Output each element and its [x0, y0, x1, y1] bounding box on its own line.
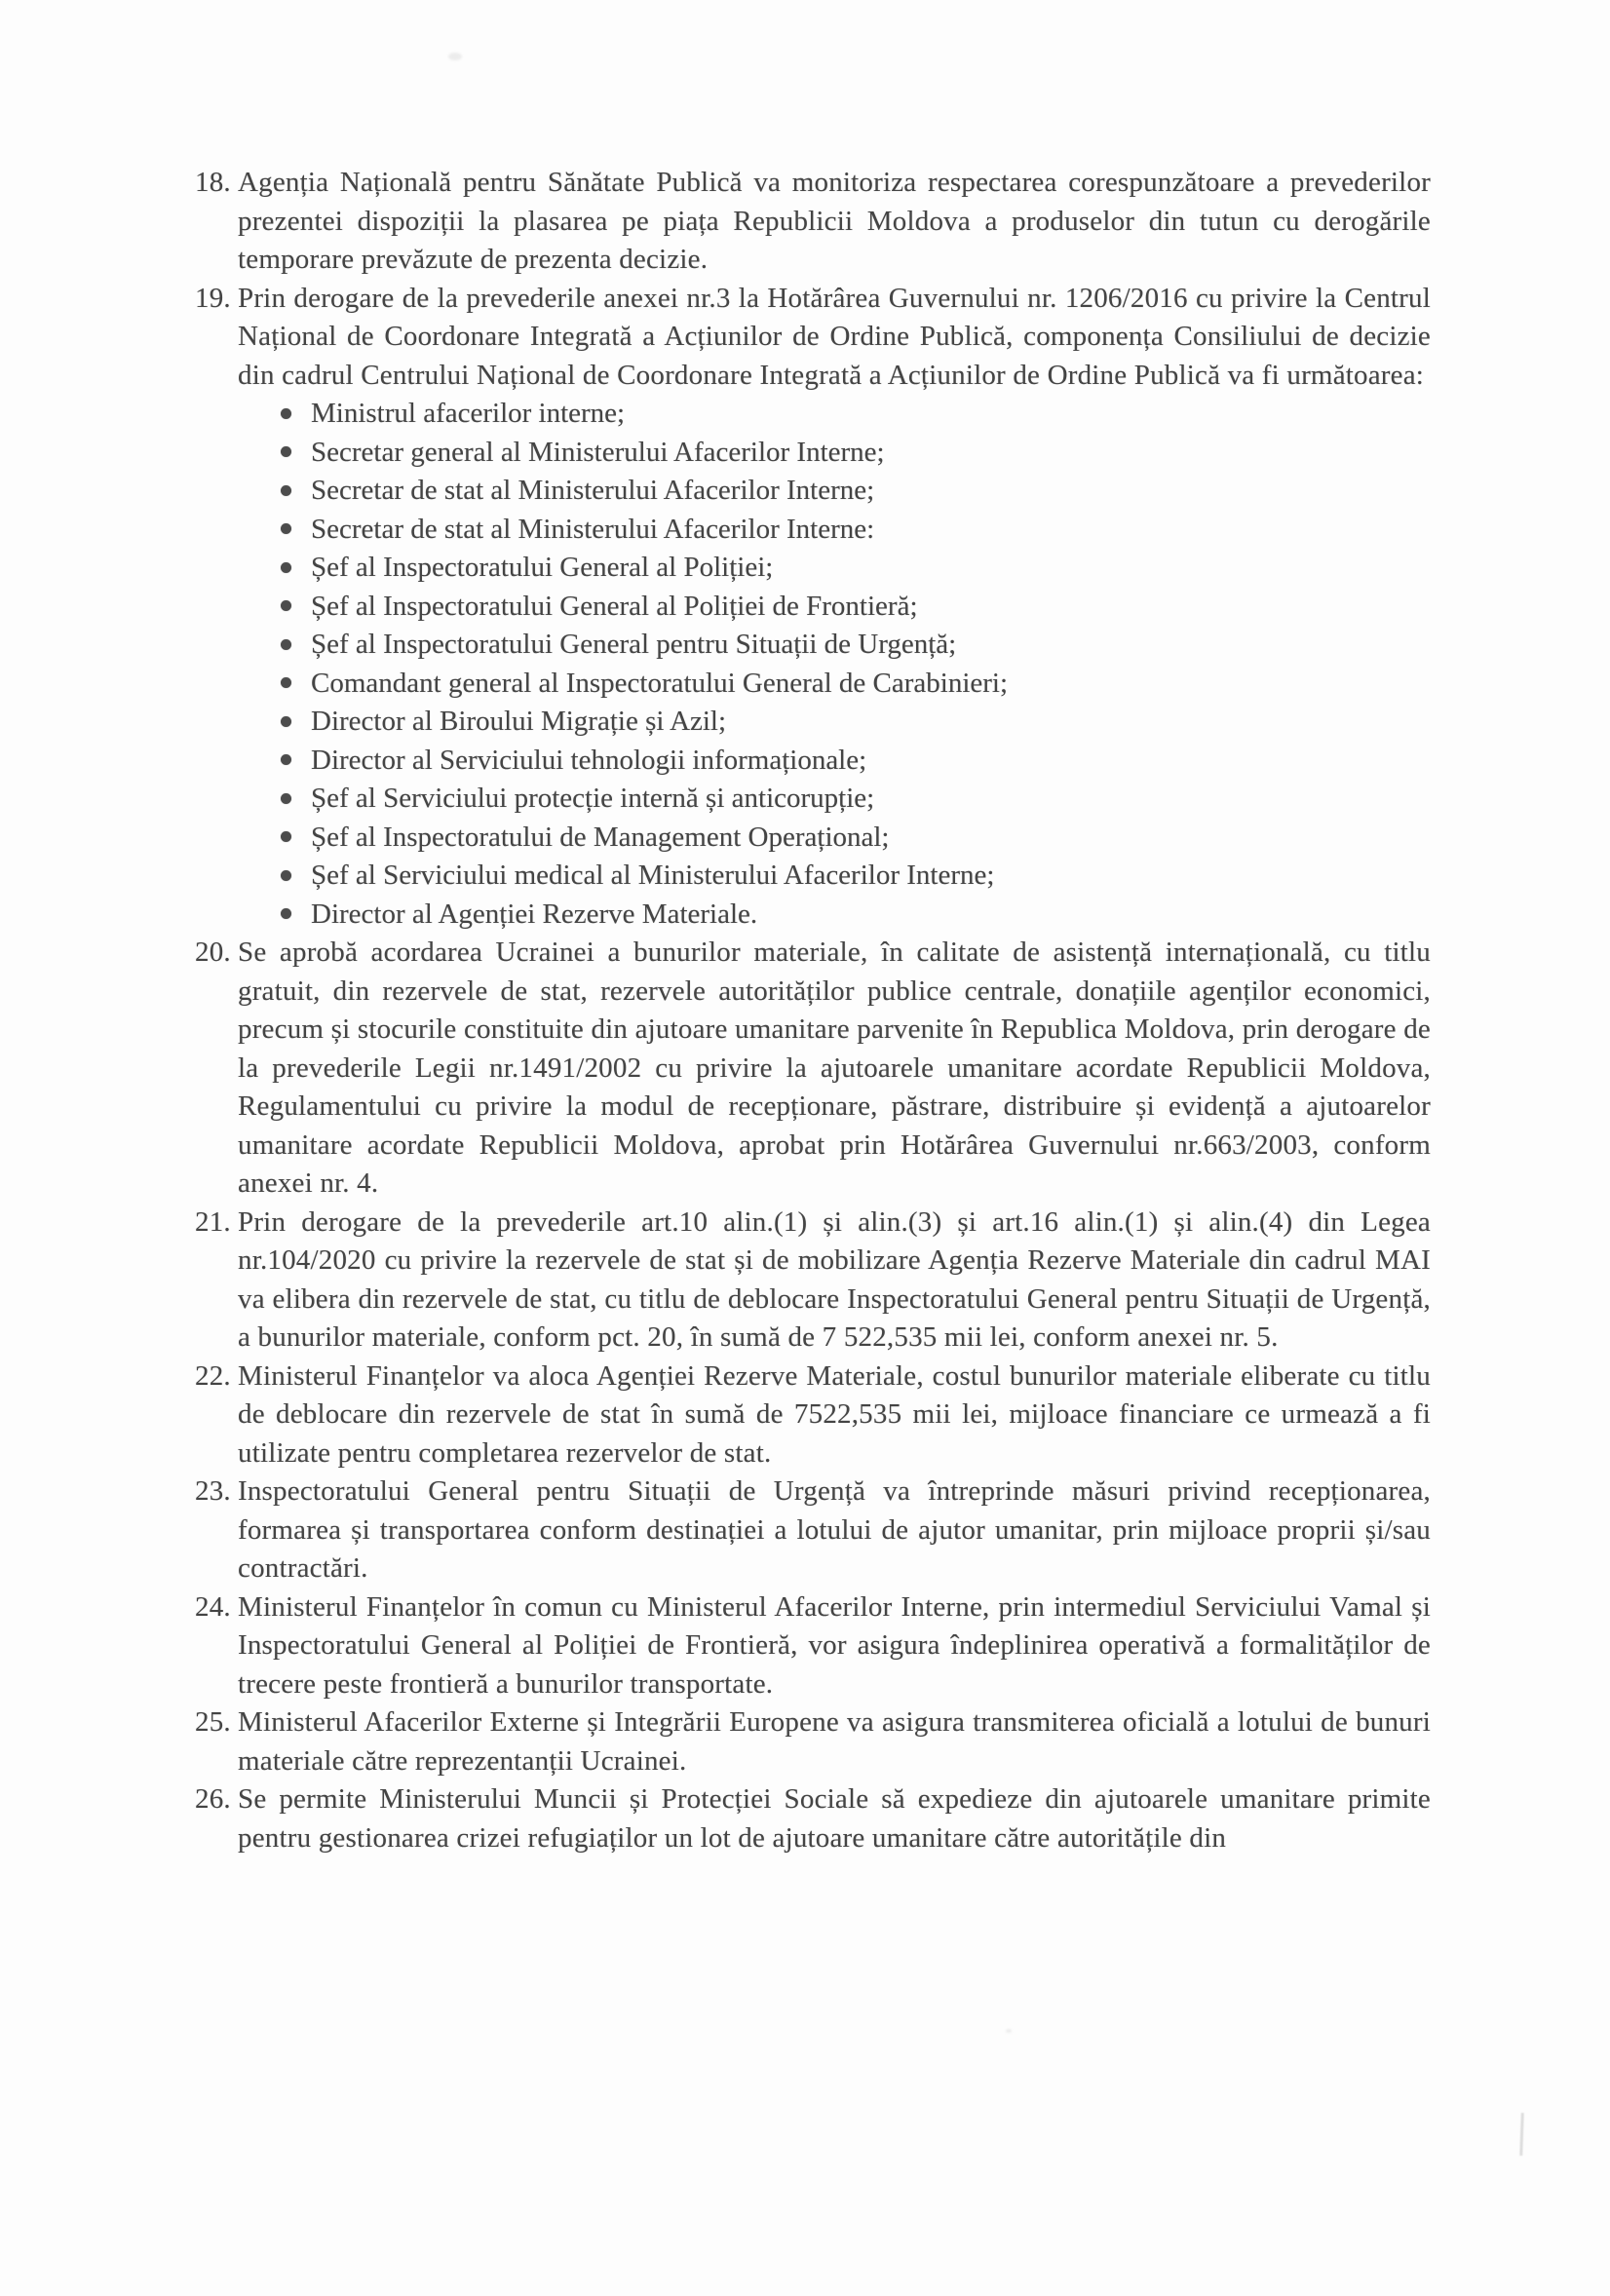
bullet-icon — [281, 446, 291, 457]
bullet-text: Șef al Inspectoratului General al Poliției; — [311, 552, 774, 583]
bullet-icon — [281, 523, 291, 534]
bullet-icon — [281, 831, 291, 842]
item-number: 21. — [195, 1205, 231, 1238]
list-item — [281, 626, 1431, 665]
item-number: 19. — [195, 282, 231, 314]
item-text: Se permite Ministerului Muncii și Protecției Sociale să expedieze din ajutoarele umanitare primite pentru gestionarea crizei refugiaților un lot de ajutoare umanitare către autoritățile din — [238, 1783, 1431, 1854]
item-number: 26. — [195, 1783, 231, 1815]
list-item-23 — [195, 1473, 1431, 1588]
document-body — [195, 164, 1431, 1857]
item-text: Ministerul Finanțelor va aloca Agenției Rezerve Materiale, costul bunurilor materiale eliberate cu titlu de deblocare din rezervele de stat în sumă de 7522,535 mii lei, mijloace financiare ce urmează a fi utilizate pentru completarea rezervelor de stat. — [238, 1359, 1431, 1469]
bullet-text: Șef al Inspectoratului General pentru Situații de Urgență; — [311, 629, 957, 660]
list-item-22 — [195, 1358, 1431, 1473]
item-text: Prin derogare de la prevederile art.10 alin.(1) și alin.(3) și art.16 alin.(1) și alin.(4) din Legea nr.104/2020 cu privire la rezervele de stat și de mobilizare Agenția Rezerve Materiale din cadrul MAI va elibera din rezervele de stat, cu titlu de deblocare Inspectoratului General pentru Situații de Urgență, a bunurilor materiale, conform pct. 20, în sumă de 7 522,535 mii lei, conform anexei nr. 5. — [238, 1205, 1431, 1353]
list-item-18 — [195, 164, 1431, 280]
item-text: Prin derogare de la prevederile anexei nr.3 la Hotărârea Guvernului nr. 1206/2016 cu privire la Centrul Național de Coordonare Integrată a Acțiunilor de Ordine Publică, componența Consiliului de decizie din cadrul Centrului Național de Coordonare Integrată a Acțiunilor de Ordine Publică va fi următoarea: — [238, 282, 1431, 391]
item-number: 24. — [195, 1590, 231, 1623]
list-item — [281, 511, 1431, 550]
bullet-icon — [281, 716, 291, 727]
bullet-text: Secretar de stat al Ministerului Afacerilor Interne; — [311, 475, 875, 506]
bullet-icon — [281, 793, 291, 804]
bullet-icon — [281, 485, 291, 496]
list-item-19 — [195, 280, 1431, 396]
item-number: 20. — [195, 937, 231, 968]
item-number: 22. — [195, 1359, 231, 1392]
item-text: Agenția Națională pentru Sănătate Publică va monitoriza respectarea corespunzătoare a prevederilor prezentei dispoziții la plasarea pe piața Republicii Moldova a produselor din tutun cu derogările temporare prevăzute de prezenta decizie. — [238, 167, 1431, 275]
bullet-icon — [281, 408, 291, 419]
bullet-text: Șef al Serviciului medical al Ministerului Afacerilor Interne; — [311, 860, 995, 891]
list-item — [281, 549, 1431, 588]
list-item — [281, 472, 1431, 511]
bullet-text: Secretar general al Ministerului Afacerilor Interne; — [311, 436, 885, 468]
list-item — [281, 742, 1431, 781]
list-item — [281, 588, 1431, 627]
list-item — [281, 434, 1431, 473]
bullet-text: Director al Biroului Migrație și Azil; — [311, 706, 727, 737]
bullet-text: Șef al Inspectoratului General al Poliției de Frontieră; — [311, 590, 918, 622]
item-text: Inspectoratului General pentru Situații de Urgență va întreprinde măsuri privind recepționarea, formarea și transportarea conform destinației a lotului de ajutor umanitar, prin mijloace proprii și/sau contractări. — [238, 1475, 1431, 1584]
list-item-21 — [195, 1204, 1431, 1358]
bullet-list — [281, 395, 1431, 934]
bullet-icon — [281, 870, 291, 881]
list-item — [281, 857, 1431, 896]
bullet-icon — [281, 677, 291, 688]
item-number: 25. — [195, 1706, 231, 1738]
bullet-text: Ministrul afacerilor interne; — [311, 398, 626, 429]
bullet-icon — [281, 754, 291, 765]
bullet-icon — [281, 639, 291, 650]
bullet-text: Comandant general al Inspectoratului General de Carabinieri; — [311, 667, 1009, 699]
bullet-text: Director al Serviciului tehnologii informaționale; — [311, 744, 867, 776]
item-text: Se aprobă acordarea Ucrainei a bunurilor materiale, în calitate de asistență internațională, cu titlu gratuit, din rezervele de stat, rezervele autorităților publice centrale, donațiile agenților economici, precum și stocurile constituite din ajutoare umanitare parvenite în Republica Moldova, prin derogare de la prevederile Legii nr.1491/2002 cu privire la ajutoarele umanitare acordate Republicii Moldova, Regulamentului cu privire la modul de recepționare, păstrare, distribuire și evidență a ajutoarelor umanitare acordate Republicii Moldova, aprobat prin Hotărârea Guvernului nr.663/2003, conform anexei nr. 4. — [238, 937, 1431, 1199]
bullet-icon — [281, 908, 291, 919]
bullet-text: Director al Agenției Rezerve Materiale. — [311, 898, 758, 930]
list-item — [281, 665, 1431, 704]
list-item-26 — [195, 1780, 1431, 1857]
list-item — [281, 780, 1431, 819]
list-item — [281, 703, 1431, 742]
scan-smudge-artifact — [448, 53, 462, 60]
bullet-text: Secretar de stat al Ministerului Afacerilor Interne: — [311, 513, 875, 545]
list-item-25 — [195, 1703, 1431, 1780]
bullet-text: Șef al Inspectoratului de Management Operațional; — [311, 821, 890, 853]
item-text: Ministerul Afacerilor Externe și Integrării Europene va asigura transmiterea oficială a lotului de bunuri materiale către reprezentanții Ucrainei. — [238, 1706, 1431, 1777]
bullet-text: Șef al Serviciului protecție internă și anticorupție; — [311, 783, 875, 814]
list-item — [281, 896, 1431, 935]
item-number: 23. — [195, 1475, 231, 1507]
bullet-icon — [281, 562, 291, 573]
item-number: 18. — [195, 167, 231, 198]
scan-line-artifact — [1519, 2113, 1524, 2156]
bullet-icon — [281, 600, 291, 611]
list-item — [281, 395, 1431, 434]
list-item-24 — [195, 1588, 1431, 1704]
list-item — [281, 819, 1431, 858]
list-item-20 — [195, 934, 1431, 1204]
item-text: Ministerul Finanțelor în comun cu Ministerul Afacerilor Interne, prin intermediul Serviciului Vamal și Inspectoratului General al Poliției de Frontieră, vor asigura îndeplinirea operativă a formalităților de trecere peste frontieră a bunurilor transportate. — [238, 1590, 1431, 1700]
scan-dot-artifact — [1006, 2029, 1012, 2033]
